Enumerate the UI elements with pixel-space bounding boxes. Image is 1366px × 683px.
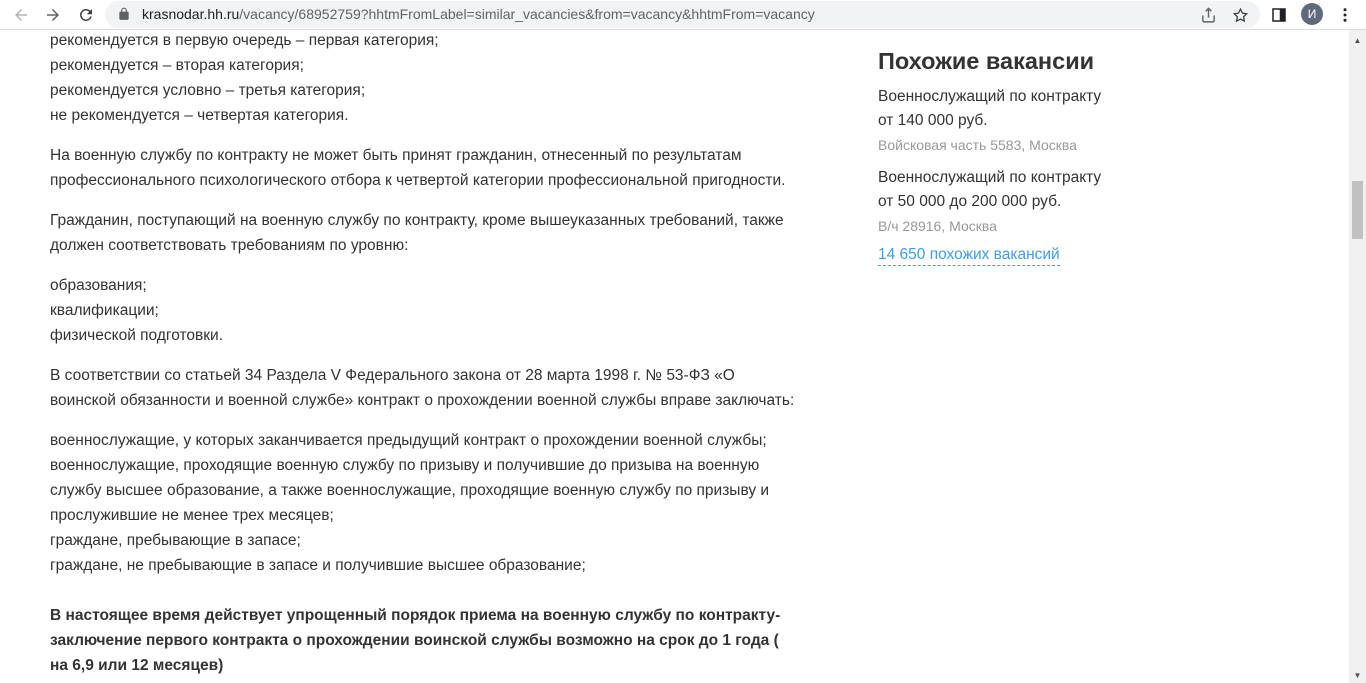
forward-button[interactable] xyxy=(40,2,66,28)
address-bar[interactable] xyxy=(105,1,1260,28)
arrow-right-icon xyxy=(44,6,62,24)
vacancy-salary: от 140 000 руб. xyxy=(878,112,988,129)
scrollbar-thumb[interactable] xyxy=(1352,181,1363,239)
vacancy-title-link[interactable]: Военнослужащий по контракту xyxy=(878,88,1102,105)
vacancy-company: В/ч 28916, Москва xyxy=(878,218,997,234)
category-list: рекомендуется в первую очередь – первая категория; рекомендуется – вторая категория; рекомендуется условно – третья категория; не рекомендуется – четвертая категория. xyxy=(50,32,439,124)
browser-menu-button[interactable] xyxy=(1332,2,1358,28)
scroll-down-arrow-icon[interactable]: ▼ xyxy=(1353,671,1362,680)
back-button[interactable] xyxy=(8,2,34,28)
avatar[interactable]: И xyxy=(1301,3,1323,25)
share-button[interactable] xyxy=(1198,5,1218,25)
similar-vacancy-item xyxy=(878,85,1178,157)
reload-button[interactable] xyxy=(73,2,99,28)
side-panel-button[interactable] xyxy=(1266,2,1292,28)
bookmark-button[interactable] xyxy=(1230,5,1250,25)
scrollbar-track[interactable] xyxy=(1349,30,1366,683)
vacancy-description xyxy=(50,30,830,678)
paragraph: На военную службу по контракту не может быть принят гражданин, отнесенный по результатам профессионального психологического отбора к четвертой категории профессиональной пригодности. xyxy=(50,147,786,189)
url-text[interactable] xyxy=(142,6,815,23)
vacancy-salary: от 50 000 до 200 000 руб. xyxy=(878,193,1062,210)
browser-toolbar xyxy=(0,0,1366,30)
share-icon xyxy=(1200,7,1217,24)
eligible-list: военнослужащие, у которых заканчивается предыдущий контракт о прохождении военной службы; военнослужащие, проходящие военную службу по призыву и получившие до призыва на военную службу высшее образование, а также военнослужащие, проходящие военную службу по призыву и прослужившие не менее трех месяцев; граждане, пребывающие в запасе; граждане, не пребывающие в запасе и получившие высшее образование; xyxy=(50,432,770,574)
lock-icon[interactable] xyxy=(117,7,131,21)
arrow-left-icon xyxy=(12,6,30,24)
star-icon xyxy=(1232,7,1249,24)
url-host: krasnodar.hh.ru xyxy=(142,6,240,22)
similar-vacancy-item xyxy=(878,166,1178,238)
reload-icon xyxy=(77,6,95,24)
more-vertical-icon xyxy=(1336,6,1354,24)
paragraph: Гражданин, поступающий на военную службу по контракту, кроме вышеуказанных требований, также должен соответствовать требованиям по уровню: xyxy=(50,212,784,254)
bold-notice: В настоящее время действует упрощенный порядок приема на военную службу по контракту- заключение первого контракта о прохождении воинской службы возможно на срок до 1 года ( на 6,9 или 12 месяцев) xyxy=(50,607,781,674)
similar-vacancies-panel xyxy=(878,46,1178,266)
paragraph: В соответствии со статьей 34 Раздела V Федерального закона от 28 марта 1998 г. № 53-ФЗ «О воинской обязанности и военной службе» контракт о прохождении военной службы вправе заключать: xyxy=(50,367,795,409)
side-panel-icon xyxy=(1270,6,1288,24)
scroll-up-arrow-icon[interactable]: ▲ xyxy=(1353,36,1362,45)
vacancy-company: Войсковая часть 5583, Москва xyxy=(878,137,1077,153)
similar-vacancies-title: Похожие вакансии xyxy=(878,48,1095,74)
url-path: /vacancy/68952759?hhtmFromLabel=similar_vacancies&from=vacancy&hhtmFrom=vacancy xyxy=(239,6,815,22)
requirements-list: образования; квалификации; физической подготовки. xyxy=(50,277,223,344)
more-similar-vacancies-link[interactable]: 14 650 похожих вакансий xyxy=(878,245,1060,266)
vacancy-title-link[interactable]: Военнослужащий по контракту xyxy=(878,169,1102,186)
